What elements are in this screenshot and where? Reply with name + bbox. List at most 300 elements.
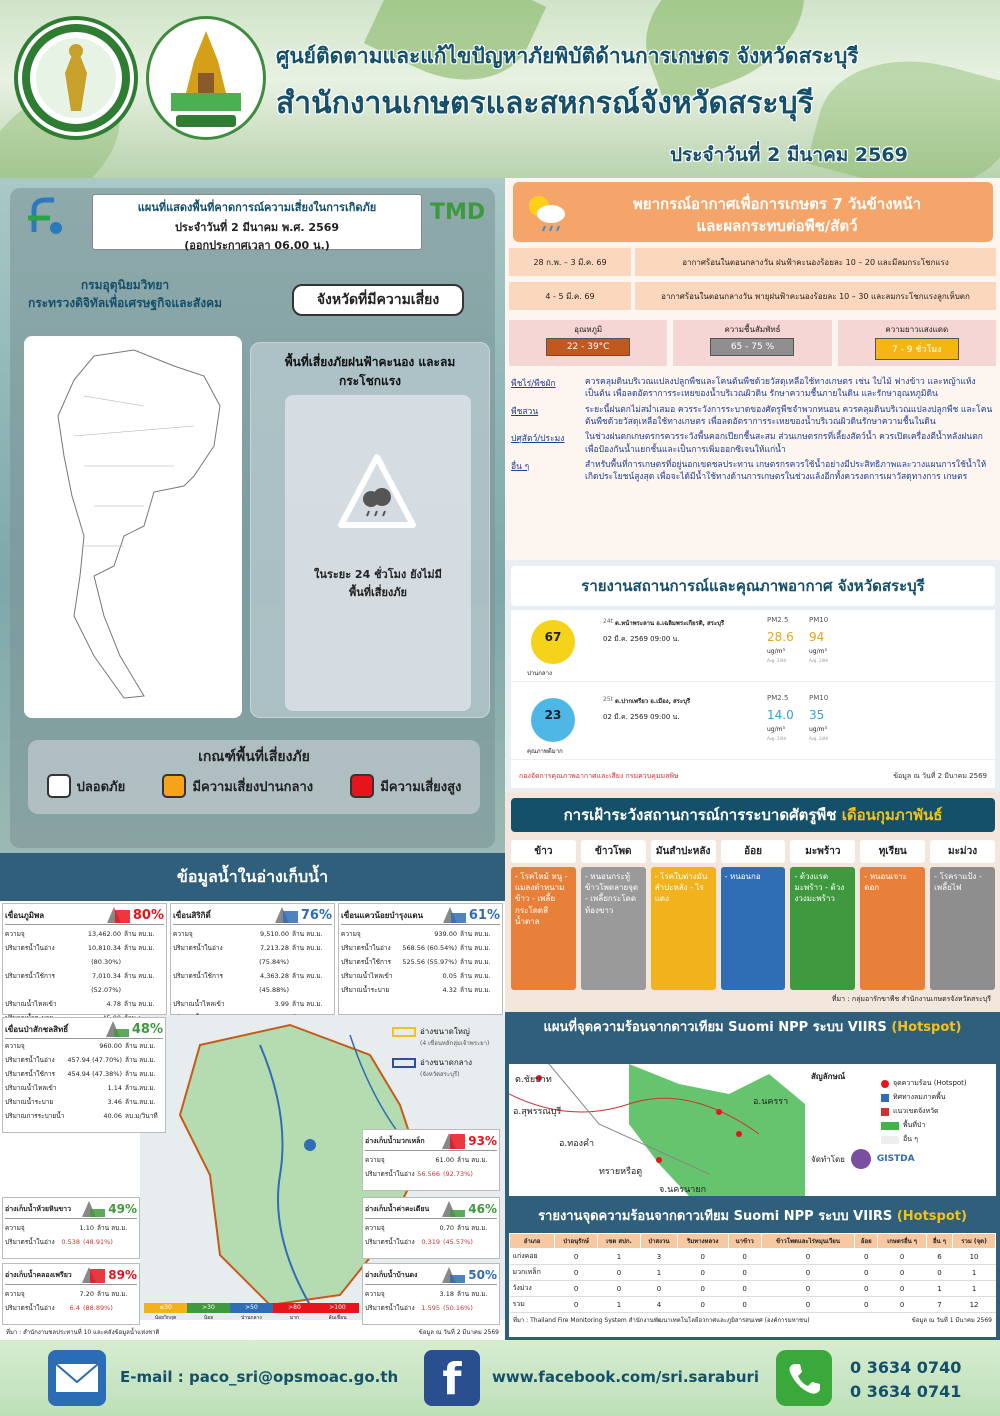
table-row: [510, 1265, 996, 1281]
dam-pct: 80%: [132, 907, 164, 923]
table-cell: 1: [640, 1265, 677, 1281]
table-cell: 0: [678, 1297, 728, 1313]
scale-text: ล้นเขื่อน: [328, 1315, 347, 1321]
air-data-date: ข้อมูล ณ วันที่ 2 มีนาคม 2569: [893, 771, 987, 780]
water-source: ที่มา : สำนักงานชลประทานที่ 10 และคลังข้อมูลน้ำแห่งชาติ: [6, 1329, 160, 1336]
forecast-text: อากาศร้อนในตอนกลางวัน ฝนฟ้าคะนองร้อยละ 10 – 20 และมีลมกระโชกแรง: [635, 248, 996, 276]
dam-row-value: 454.94 (47.38%): [67, 1070, 122, 1078]
pm25-label: PM2.5: [767, 616, 789, 624]
hotspot-legend-items: [881, 1078, 990, 1145]
rain-risk-status: ในระยะ 24 ชั่วโมง ยังไม่มีพื้นที่เสี่ยงภัย: [314, 568, 442, 599]
pm10-avg: Avg. 24Hr: [809, 658, 829, 663]
dam-row-unit: ล้าน ลบ.ม.: [124, 972, 155, 980]
hotspot-by: จัดทำโดย: [811, 1154, 845, 1164]
reservoir-row-unit: ล้าน ลบ.ม.: [457, 1290, 488, 1298]
advice-text: ควรคลุมดินบริเวณแปลงปลูกพืชและโคนต้นพืชด้วยวัสดุเหลือใช้ทางเกษตร เช่น ใบไม้ ฟางข้าว และหญ้าแห้ง เป็นต้น เพื่อลดอัตราการระเหยของน้ำบริเวณผิวดิน รักษาความชื้นภายในดิน และรักษาอุณหภูมิดิน: [585, 377, 976, 400]
pm25-value: 14.0: [767, 708, 794, 722]
pest-month: เดือนกุมภาพันธ์: [841, 806, 943, 824]
scale-bar: ≤30: [144, 1303, 187, 1313]
reservoir-pct: 93%: [468, 1134, 497, 1148]
dam-row-label: ปริมาตรน้ำในอ่าง: [173, 944, 223, 952]
advice-label: อื่น ๆ: [511, 461, 530, 472]
ministry-logo: [14, 16, 138, 140]
dam-header: [5, 1020, 163, 1039]
table-cell: 1: [598, 1297, 641, 1313]
dam-row: [341, 969, 500, 983]
map-place: ทรายหรือตู: [599, 1167, 643, 1177]
dam-row-value: 3.99: [274, 1000, 289, 1008]
dam-row-unit: ล้าน ลบ.ม.: [124, 944, 155, 952]
hotspot-legend-title: สัญลักษณ์: [811, 1072, 846, 1081]
table-row: [510, 1249, 996, 1265]
footer-email[interactable]: E-mail : paco_sri@opsmoac.go.th: [120, 1368, 399, 1386]
scale-bar: >30: [187, 1303, 230, 1313]
water-level-icon: [273, 906, 299, 924]
header-title-1: ศูนย์ติดตามและแก้ไขปัญหาภัยพิบัติด้านการเกษตร จังหวัดสระบุรี: [276, 44, 859, 68]
table-cell: 7: [926, 1297, 952, 1313]
advice-row: [511, 376, 995, 401]
water-footer: [2, 1327, 503, 1340]
dam-row-unit: ล้าน ลบ.ม.: [125, 1042, 156, 1050]
legend-medium-sub: (จังหวัดสระบุรี): [420, 1071, 460, 1078]
air-quality-panel: [505, 560, 1000, 792]
hotspot-table-title-hl: (Hotspot): [896, 1209, 967, 1224]
aqi-level: คุณภาพดีมาก: [527, 748, 563, 755]
water-title: ข้อมูลน้ำในอ่างเก็บน้ำ: [0, 853, 505, 901]
pest-crop: ข้าว: [511, 840, 576, 863]
map-place: ต.ชัยบาท: [515, 1075, 552, 1085]
dam-row-value: 525.56 (55.97%): [402, 958, 457, 966]
table-cell: 0: [855, 1249, 878, 1265]
dam-row-value: 457.94 (47.70%): [67, 1056, 122, 1064]
legend-label: ทิศทางลมภาคพื้น: [893, 1093, 946, 1101]
scale-text: น้อย: [203, 1315, 214, 1321]
reservoir-header: [5, 1266, 137, 1285]
pest-crop: มะม่วง: [930, 840, 995, 863]
hotspot-legend-item: [881, 1134, 990, 1145]
dam-row: [173, 997, 332, 1011]
dam-row-unit: ล้าน ลบ.ม.: [124, 930, 155, 938]
hotspot-data-date: ข้อมูล ณ วันที่ 1 มีนาคม 2569: [911, 1317, 992, 1324]
pm25-label: PM2.5: [767, 694, 789, 702]
reservoir-row-unit: ล้าน ลบ.ม.: [97, 1290, 128, 1298]
table-cell: 0: [761, 1249, 854, 1265]
pest-crop: อ้อย: [721, 840, 786, 863]
table-cell: 3: [640, 1249, 677, 1265]
water-level-icon: [441, 906, 467, 924]
dam-header: [341, 906, 500, 925]
hotspot-legend-item: [881, 1106, 990, 1117]
dam-row-label: ความจุ: [173, 930, 193, 938]
reservoir-pct: 46%: [468, 1202, 497, 1216]
dam-row-unit: ล้าน ลบ.ม.: [292, 1000, 323, 1008]
reservoir-row: [365, 1287, 497, 1301]
reservoir-row-value: 0.70: [439, 1224, 454, 1232]
reservoir-row-value: 6.4: [69, 1304, 80, 1312]
dam-row-value: 9,510.00: [260, 930, 289, 938]
reservoir-header: [365, 1266, 497, 1285]
advice-label: พืชสวน: [511, 406, 539, 417]
water-level-icon: [104, 1020, 130, 1038]
air-title: รายงานสถานการณ์และคุณภาพอากาศ จังหวัดสระบุรี: [511, 566, 995, 606]
large-dam-swatch: [392, 1027, 416, 1037]
table-cell: รวม: [510, 1297, 555, 1313]
water-panel: [0, 853, 505, 1340]
pest-items: - หนอนเจาะดอก: [860, 867, 925, 990]
table-cell: วังม่วง: [510, 1281, 555, 1297]
hotspot-legend-item: [881, 1092, 990, 1103]
table-header-cell: ริมทางหลวง: [678, 1234, 728, 1249]
metric-value: 7 - 9 ชั่วโมง: [875, 338, 959, 360]
dam-pct: 48%: [131, 1021, 163, 1037]
table-cell: 12: [953, 1297, 996, 1313]
metric-label: อุณหภูมิ: [574, 325, 603, 334]
hotspot-table-title: รายงานจุดความร้อนจากดาวเทียม Suomi NPP ระบบ VIIRS: [538, 1209, 893, 1224]
pest-items: - โรคราแป้ง - เพลี้ยไฟ: [930, 867, 995, 990]
legend-medium-label: อ่างขนาดกลาง: [420, 1058, 472, 1067]
legend-label: แนวเขตจังหวัด: [893, 1107, 939, 1115]
reservoir-row-label: ความจุ: [5, 1290, 25, 1298]
scale-item: [187, 1303, 230, 1325]
dam-header: [173, 906, 332, 925]
dam-pct-wrap: [440, 1266, 497, 1284]
reservoir-name: อ่างเก็บน้ำห้วยหินขาว: [5, 1204, 72, 1213]
dam-row-label: ปริมาณน้ำไหลเข้า: [5, 1084, 57, 1092]
table-cell: 10: [953, 1249, 996, 1265]
hotspot-table: [509, 1233, 996, 1313]
dam-row: [5, 1095, 163, 1109]
table-cell: 0: [678, 1281, 728, 1297]
advice-label: ปศุสัตว์/ประมง: [511, 434, 565, 445]
pm25-avg: Avg. 24Hr: [767, 658, 787, 663]
dam-row-value: 939.00: [434, 930, 457, 938]
risk-legend-label: ปลอดภัย: [76, 779, 126, 795]
pm10-unit: ug/m³: [809, 648, 827, 655]
pest-items: - ด้วงแรดมะพร้าว - ด้วงงวงมะพร้าว: [790, 867, 855, 990]
pm25-value: 28.6: [767, 630, 794, 644]
gistda-logo: GISTDA: [876, 1154, 915, 1164]
reservoir-name: อ่างเก็บน้ำมวกเหล็ก: [365, 1136, 425, 1145]
dam-row: [5, 1109, 163, 1123]
dam-row-label: ปริมาตรน้ำใช้การ: [5, 972, 56, 980]
risk-legend-item: [350, 774, 461, 798]
dam-pct-wrap: [80, 1200, 137, 1218]
pm10-value: 35: [809, 708, 825, 722]
hotspot-map-title-row: [505, 1016, 1000, 1037]
scale-text: ปานกลาง: [241, 1315, 262, 1321]
dam-row-unit: ล้าน.ลบ.ม.: [125, 1098, 156, 1106]
table-header-cell: เกษตรอื่น ๆ: [878, 1234, 926, 1249]
reservoir-row-value: 61.00: [435, 1156, 454, 1164]
table-header-cell: ป่าสงวน: [640, 1234, 677, 1249]
reservoir-row-pct: (88.89%): [83, 1304, 113, 1312]
dam-row-unit: ล้าน ลบ.ม.: [125, 1056, 156, 1064]
dam-row-unit: ล้าน.ลบ.ม.: [125, 1084, 156, 1092]
dam-row-value: 4.32: [442, 986, 457, 994]
dam-row-unit: ล้าน ลบ.ม.: [460, 930, 491, 938]
table-cell: 0: [878, 1249, 926, 1265]
aqi-value: 23: [544, 708, 562, 722]
thunderstorm-icon: [337, 453, 417, 533]
scale-item: [144, 1303, 187, 1325]
dam-row-unit: ล้าน ลบ.ม.: [460, 972, 491, 980]
thailand-map: [24, 336, 242, 718]
water-level-icon: [440, 1200, 466, 1218]
dam-pct: 61%: [468, 907, 500, 923]
hotspot-legend: [805, 1064, 996, 1196]
pest-column: [860, 840, 925, 990]
legend-large-label: อ่างขนาดใหญ่: [420, 1027, 470, 1036]
table-cell: 1: [926, 1281, 952, 1297]
dam-row: [5, 1053, 163, 1067]
air-station-row: [511, 688, 995, 760]
dam-row-unit: ล้าน ลบ.ม.: [125, 1070, 156, 1078]
water-data-date: ข้อมูล ณ วันที่ 2 มีนาคม 2569: [418, 1329, 499, 1336]
pm10-label: PM10: [809, 616, 829, 624]
reservoir-pct: 49%: [108, 1202, 137, 1216]
header-banner: [0, 0, 1000, 178]
table-cell: 0: [728, 1297, 761, 1313]
pest-column: [511, 840, 576, 990]
legend-label: จุดความร้อน (Hotspot): [893, 1079, 967, 1087]
reservoir-row-value: 56.566: [417, 1170, 440, 1178]
reservoir-card: [362, 1129, 500, 1191]
reservoir-row-label: ความจุ: [5, 1224, 25, 1232]
reservoir-row-label: ปริมาตรน้ำในอ่าง: [5, 1304, 55, 1312]
pm10-unit: ug/m³: [809, 726, 827, 733]
risk-swatch: [350, 774, 374, 798]
dam-pct-wrap: [80, 1266, 137, 1284]
footer-phone-2[interactable]: 0 3634 0741: [850, 1382, 962, 1401]
agency-logo: [851, 1149, 871, 1169]
table-cell: 1: [598, 1249, 641, 1265]
table-header-cell: อื่น ๆ: [926, 1234, 952, 1249]
dam-row-unit: ล้าน ลบ.ม.: [124, 1000, 155, 1008]
dam-row-value: 7,213.28 (75.84%): [259, 944, 289, 966]
table-header-cell: ป่าอนุรักษ์: [555, 1234, 598, 1249]
advice-label: พืชไร่/พืชผัก: [511, 379, 556, 389]
reservoir-row-label: ปริมาตรน้ำในอ่าง: [365, 1170, 415, 1178]
risk-legend-items: [28, 774, 480, 798]
metric-value: 65 - 75 %: [710, 338, 794, 356]
reservoir-row-unit: ล้าน ลบ.ม.: [457, 1224, 488, 1232]
hotspot-table-footer: [509, 1313, 996, 1327]
hotspot-map-panel: [505, 1012, 1000, 1197]
pest-crop: มันสำปะหลัง: [651, 840, 716, 863]
reservoir-row-label: ปริมาตรน้ำในอ่าง: [365, 1304, 415, 1312]
scale-bar: >50: [230, 1303, 273, 1313]
dam-row-unit: ล้าน ลบ.ม.: [460, 944, 491, 952]
risk-map-date: ประจำวันที่ 2 มีนาคม พ.ศ. 2569: [174, 221, 340, 234]
dam-row-label: ปริมาณน้ำไหลเข้า: [341, 972, 393, 980]
pm10-value: 94: [809, 630, 825, 644]
reservoir-row-label: ความจุ: [365, 1290, 385, 1298]
ministry-name: กระทรวงดิจิทัลเพื่อเศรษฐกิจและสังคม: [27, 296, 223, 310]
forecast-metrics: [509, 320, 996, 366]
aqi-level: ปานกลาง: [527, 670, 552, 677]
forecast-period: 4 - 5 มี.ค. 69: [509, 282, 631, 310]
legend-label: อื่น ๆ: [903, 1135, 918, 1143]
risk-map-title-box: [92, 194, 422, 250]
aqi-value: 67: [544, 630, 562, 644]
table-cell: 0: [855, 1281, 878, 1297]
reservoir-row: [365, 1221, 497, 1235]
scale-item: [273, 1303, 316, 1325]
dam-row-label: ปริมาตรน้ำในอ่าง: [5, 1056, 55, 1064]
forecast-metric: [838, 320, 996, 366]
pm10-avg: Avg. 24Hr: [809, 736, 829, 741]
pest-crop: ข้าวโพด: [581, 840, 646, 863]
risk-province-label: จังหวัดที่มีความเสี่ยง: [292, 284, 464, 316]
table-header-cell: อำเภอ: [510, 1234, 555, 1249]
table-header: [510, 1234, 996, 1249]
dam-pct-wrap: [440, 1132, 497, 1150]
metric-label: ความชื้นสัมพัทธ์: [724, 325, 781, 334]
pest-columns: [511, 840, 995, 990]
dam-row-value: 7,010.34 (52.07%): [91, 972, 121, 994]
dam-row-value: 568.56 (60.54%): [402, 944, 457, 952]
dam-row: [5, 997, 164, 1011]
reservoir-name: อ่างเก็บน้ำค่าคะเตียน: [365, 1204, 430, 1213]
reservoir-row-pct: (50.16%): [443, 1304, 473, 1312]
dam-row-unit: ล้าน ลบ.ม.: [460, 986, 491, 994]
table-cell: 4: [640, 1297, 677, 1313]
scale-item: [316, 1303, 359, 1325]
dam-card: [2, 903, 167, 1015]
reservoir-row-label: ปริมาตรน้ำในอ่าง: [365, 1238, 415, 1246]
reservoir-name: อ่างเก็บน้ำคลองเพรียว: [5, 1270, 72, 1279]
table-cell: 0: [598, 1281, 641, 1297]
hotspot-source: ที่มา : Thailand Fire Monitoring System สำนักงานพัฒนาเทคโนโลยีอวกาศและภูมิสารสนเทศ (องค์การมหาชน): [513, 1317, 810, 1324]
table-cell: 0: [855, 1297, 878, 1313]
risk-legend-label: มีความเสี่ยงปานกลาง: [192, 779, 314, 795]
table-row: [510, 1297, 996, 1313]
dam-row: [5, 927, 164, 941]
forecast-rows: [509, 248, 996, 316]
dept-name: กรมอุตุนิยมวิทยา: [80, 278, 170, 292]
dam-card: [170, 903, 335, 1015]
pest-column: [651, 840, 716, 990]
table-cell: แก่งคอย: [510, 1249, 555, 1265]
dam-row-value: 960.00: [99, 1042, 122, 1050]
forecast-text: อากาศร้อนในตอนกลางวัน พายุฝนฟ้าคะนองร้อยละ 10 – 30 และลมกระโชกแรงลูกเห็บตก: [635, 282, 996, 310]
footer: [0, 1340, 1000, 1416]
forecast-title: พยากรณ์อากาศเพื่อการเกษตร 7 วันข้างหน้า: [632, 195, 922, 213]
reservoir-row: [365, 1167, 497, 1181]
metric-value: 22 - 39°C: [546, 338, 630, 356]
advice-text: ในช่วงฝนตกเกษตรกรควรระวังพื้นคอกเปียกชื้นสะสม ส่วนเกษตรกรที่เลี้ยงสัตว์น้ำ ควรเปิดเครื่องตีน้ำหลังฝนตก เพื่อป้องกันน้ำแยกชั้นและเป็นการเพิ่มออกซิเจนให้แก่น้ำ: [585, 432, 983, 455]
legend-swatch: [881, 1122, 899, 1130]
air-source: กองจัดการคุณภาพอากาศและเสียง กรมควบคุมมลพิษ: [519, 771, 679, 780]
water-level-icon: [80, 1266, 106, 1284]
dam-row: [5, 969, 164, 997]
pest-column: [930, 840, 995, 990]
pest-crop: ทุเรียน: [860, 840, 925, 863]
reservoir-row-pct: (48.91%): [83, 1238, 113, 1246]
dam-row-value: 4.78: [106, 1000, 121, 1008]
dam-row-value: 10,810.34 (80.30%): [87, 944, 121, 966]
table-cell: 1: [953, 1265, 996, 1281]
dam-row-value: 1.14: [107, 1084, 122, 1092]
footer-facebook[interactable]: www.facebook.com/sri.saraburi: [492, 1368, 760, 1386]
advice-row: [511, 431, 995, 456]
reservoir-row-label: ปริมาตรน้ำในอ่าง: [5, 1238, 55, 1246]
hotspot-credit: [811, 1149, 990, 1169]
dam-pct-wrap: [105, 906, 164, 924]
reservoir-row-pct: (45.57%): [443, 1238, 473, 1246]
dam-card: [2, 1017, 166, 1133]
dam-row-unit: ล้าน ลบ.ม.: [460, 958, 491, 966]
pest-title: การเฝ้าระวังสถานการณ์การระบาดศัตรูพืช: [563, 806, 837, 824]
dam-row: [173, 969, 332, 997]
phone-icon: [776, 1350, 832, 1406]
table-cell: 0: [728, 1281, 761, 1297]
reservoir-row-value: 0.538: [61, 1238, 80, 1246]
hotspot-table-title-row: [505, 1205, 1000, 1226]
legend-medium: [392, 1056, 502, 1069]
water-scale: [144, 1303, 359, 1325]
rain-risk-inner: [285, 395, 471, 711]
forecast-metric: [673, 320, 831, 366]
dam-row: [341, 955, 500, 969]
dam-row-label: ความจุ: [5, 1042, 25, 1050]
aqi-badge: [531, 620, 575, 664]
table-header-cell: เขต สปก.: [598, 1234, 641, 1249]
scale-text: น้อยวิกฤต: [154, 1315, 177, 1321]
legend-swatch: [881, 1108, 889, 1116]
dam-row-label: ความจุ: [5, 930, 25, 938]
reservoir-header: [5, 1200, 137, 1219]
advice-row: [511, 459, 995, 484]
pm25-unit: ug/m³: [767, 648, 785, 655]
risk-legend-label: มีความเสี่ยงสูง: [380, 779, 462, 795]
header-title-2: สำนักงานเกษตรและสหกรณ์จังหวัดสระบุรี: [276, 86, 814, 121]
pest-title-bar: [511, 798, 995, 832]
dam-name: เขื่อนป่าสักชลสิทธิ์: [5, 1024, 69, 1034]
pest-items: - โรคไหม้ หนู - แมลงดำหนามข้าว - เพลี้ยกระโดดสีน้ำตาล: [511, 867, 576, 990]
footer-phone-1[interactable]: 0 3634 0740: [850, 1358, 962, 1377]
table-cell: มวกเหล็ก: [510, 1265, 555, 1281]
map-place: อ.ทองคำ: [559, 1139, 595, 1149]
dam-pct-wrap: [104, 1020, 163, 1038]
table-cell: 0: [555, 1249, 598, 1265]
scale-bar: >80: [273, 1303, 316, 1313]
legend-swatch: [881, 1136, 899, 1144]
aqi-badge: [531, 698, 575, 742]
metric-label: ความยาวแสงแดด: [885, 325, 949, 334]
forecast-metric: [509, 320, 667, 366]
dam-row-label: ความจุ: [341, 930, 361, 938]
pm25-unit: ug/m³: [767, 726, 785, 733]
station-code: 24t: [603, 618, 613, 625]
risk-legend-title: เกณฑ์พื้นที่เสี่ยงภัย: [198, 749, 310, 765]
map-place: อ.สุพรรณบุรี: [513, 1107, 562, 1117]
dam-row-value: 0.05: [442, 972, 457, 980]
dam-pct-wrap: [441, 906, 500, 924]
tmd-logo: TMD: [430, 200, 486, 225]
dam-card: [338, 903, 503, 1015]
table-cell: 0: [678, 1249, 728, 1265]
reservoir-row-value: 0.319: [421, 1238, 440, 1246]
table-cell: 0: [855, 1265, 878, 1281]
risk-map-title: แผนที่แสดงพื้นที่คาดการณ์ความเสี่ยงในการเกิดภัย: [137, 201, 377, 214]
risk-map-panel: [0, 178, 505, 853]
station-time: 02 มี.ค. 2569 09:00 น.: [603, 635, 680, 643]
dam-row-label: ปริมาตรน้ำใช้การ: [5, 1070, 56, 1078]
dam-row-label: ปริมาณน้ำระบาย: [5, 1098, 54, 1106]
table-cell: 0: [728, 1265, 761, 1281]
dam-row-unit: ล้าน ลบ.ม.: [292, 930, 323, 938]
